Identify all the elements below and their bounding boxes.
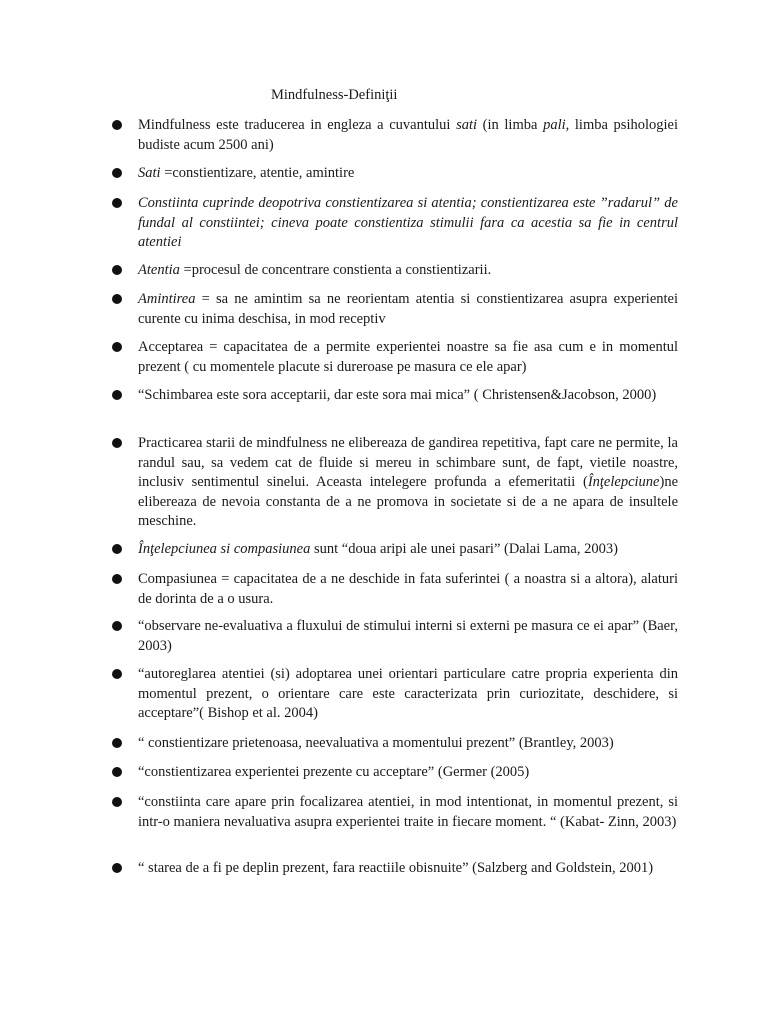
list-item-text bbox=[138, 261, 678, 281]
bullet-icon bbox=[112, 390, 122, 400]
list-item-text bbox=[138, 793, 678, 832]
list-item-text bbox=[138, 116, 678, 155]
list-item-text bbox=[138, 194, 678, 253]
text-run: “ constientizare prietenoasa, neevaluativa a momentului prezent” (Brantley, 2003) bbox=[138, 735, 614, 751]
bullet-icon bbox=[112, 342, 122, 352]
list-item-text bbox=[138, 164, 678, 184]
list-item-text bbox=[138, 338, 678, 377]
text-run: Compasiunea = capacitatea de a ne deschide in fata suferintei ( a noastra si a altora), alaturi de dorinta de a o usura. bbox=[138, 571, 678, 607]
italic-term: Atentia bbox=[138, 262, 180, 278]
text-run: = sa ne amintim sa ne reorientam atentia si constientizarea asupra experientei curente cu inima deschisa, in mod receptiv bbox=[138, 291, 678, 327]
list-item-text bbox=[138, 763, 678, 783]
bullet-icon bbox=[112, 168, 122, 178]
list-item-text bbox=[138, 665, 678, 724]
text-run: “constiinta care apare prin focalizarea atentiei, in mod intentionat, in momentul prezent, si intr-o maniera nevaluativa asupra experientei traite in fiecare moment. “ (Kabat- Zinn, 2003) bbox=[138, 794, 678, 830]
bullet-icon bbox=[112, 198, 122, 208]
italic-term: Constiinta cuprinde deopotriva constientizarea si atentia; constientizarea este ”radarul” de fundal al constiintei; cineva poate constientiza stimulii fara ca acestia sa fie in centrul atentiei bbox=[138, 195, 678, 250]
italic-term: Înţelepciune bbox=[587, 474, 660, 490]
text-run: , limba psihologiei budiste acum 2500 ani) bbox=[138, 117, 678, 153]
italic-term: pali bbox=[543, 117, 566, 133]
list-item-text bbox=[138, 734, 678, 754]
bullet-icon bbox=[112, 438, 122, 448]
text-run: “ starea de a fi pe deplin prezent, fara reactiile obisnuite” (Salzberg and Goldstein, 2001) bbox=[138, 860, 654, 876]
text-run: “constientizarea experientei prezente cu acceptare” (Germer (2005) bbox=[138, 764, 530, 780]
text-run: Acceptarea = capacitatea de a permite experientei noastre sa fie asa cum e in momentul prezent ( cu momentele placute si dureroase pe masura ce ele apar) bbox=[138, 339, 678, 375]
list-item-text bbox=[138, 290, 678, 329]
text-run: “Schimbarea este sora acceptarii, dar este sora mai mica” ( Christensen&Jacobson, 2000) bbox=[138, 387, 657, 403]
list-item-text bbox=[138, 434, 678, 532]
text-run: (in limba bbox=[477, 117, 544, 133]
bullet-icon bbox=[112, 265, 122, 275]
list-item-text bbox=[138, 570, 678, 609]
bullet-icon bbox=[112, 621, 122, 631]
text-run: “observare ne-evaluativa a fluxului de stimului interni si externi pe masura ce ei apar” (Baer, 2003) bbox=[138, 618, 678, 654]
list-item-text bbox=[138, 540, 678, 560]
bullet-icon bbox=[112, 797, 122, 807]
bullet-icon bbox=[112, 544, 122, 554]
text-run: “autoreglarea atentiei (si) adoptarea unei orientari particulare catre propria experienta din momentul prezent, o orientare care este caracterizata prin curiozitate, deschidere, si acceptare”( Bishop et al. 2004) bbox=[138, 666, 678, 721]
list-item-text bbox=[138, 859, 678, 879]
bullet-icon bbox=[112, 120, 122, 130]
italic-term: Amintirea bbox=[138, 291, 196, 307]
bullet-icon bbox=[112, 574, 122, 584]
text-run: =procesul de concentrare constienta a constientizarii. bbox=[179, 262, 492, 278]
italic-term: Înţelepciunea si compasiunea bbox=[138, 541, 311, 557]
italic-term: sati bbox=[456, 117, 478, 133]
text-run: )ne elibereaza de nevoia constanta de a ne promova in societate si de a ne apara de insultele meschine. bbox=[138, 474, 678, 529]
text-run: =constientizare, atentie, amintire bbox=[160, 165, 355, 181]
bullet-icon bbox=[112, 294, 122, 304]
bullet-icon bbox=[112, 863, 122, 873]
text-run: Practicarea starii de mindfulness ne elibereaza de gandirea repetitiva, fapt care ne permite, la randul sau, sa vedem cat de fluide si mereu in schimbare sunt, de fapt, vietile noastre, inclusiv sentimentul sinelui. Aceasta intelegere profunda a efemeritatii ( bbox=[138, 435, 678, 490]
text-run: Mindfulness este traducerea in engleza a cuvantului bbox=[138, 117, 457, 133]
list-item-text bbox=[138, 617, 678, 656]
text-run: sunt “doua aripi ale unei pasari” (Dalai Lama, 2003) bbox=[310, 541, 618, 557]
page-title: Mindfulness-Definiţii bbox=[271, 87, 398, 103]
bullet-icon bbox=[112, 669, 122, 679]
bullet-icon bbox=[112, 738, 122, 748]
italic-term: Sati bbox=[138, 165, 161, 181]
list-item-text bbox=[138, 386, 678, 406]
bullet-icon bbox=[112, 767, 122, 777]
